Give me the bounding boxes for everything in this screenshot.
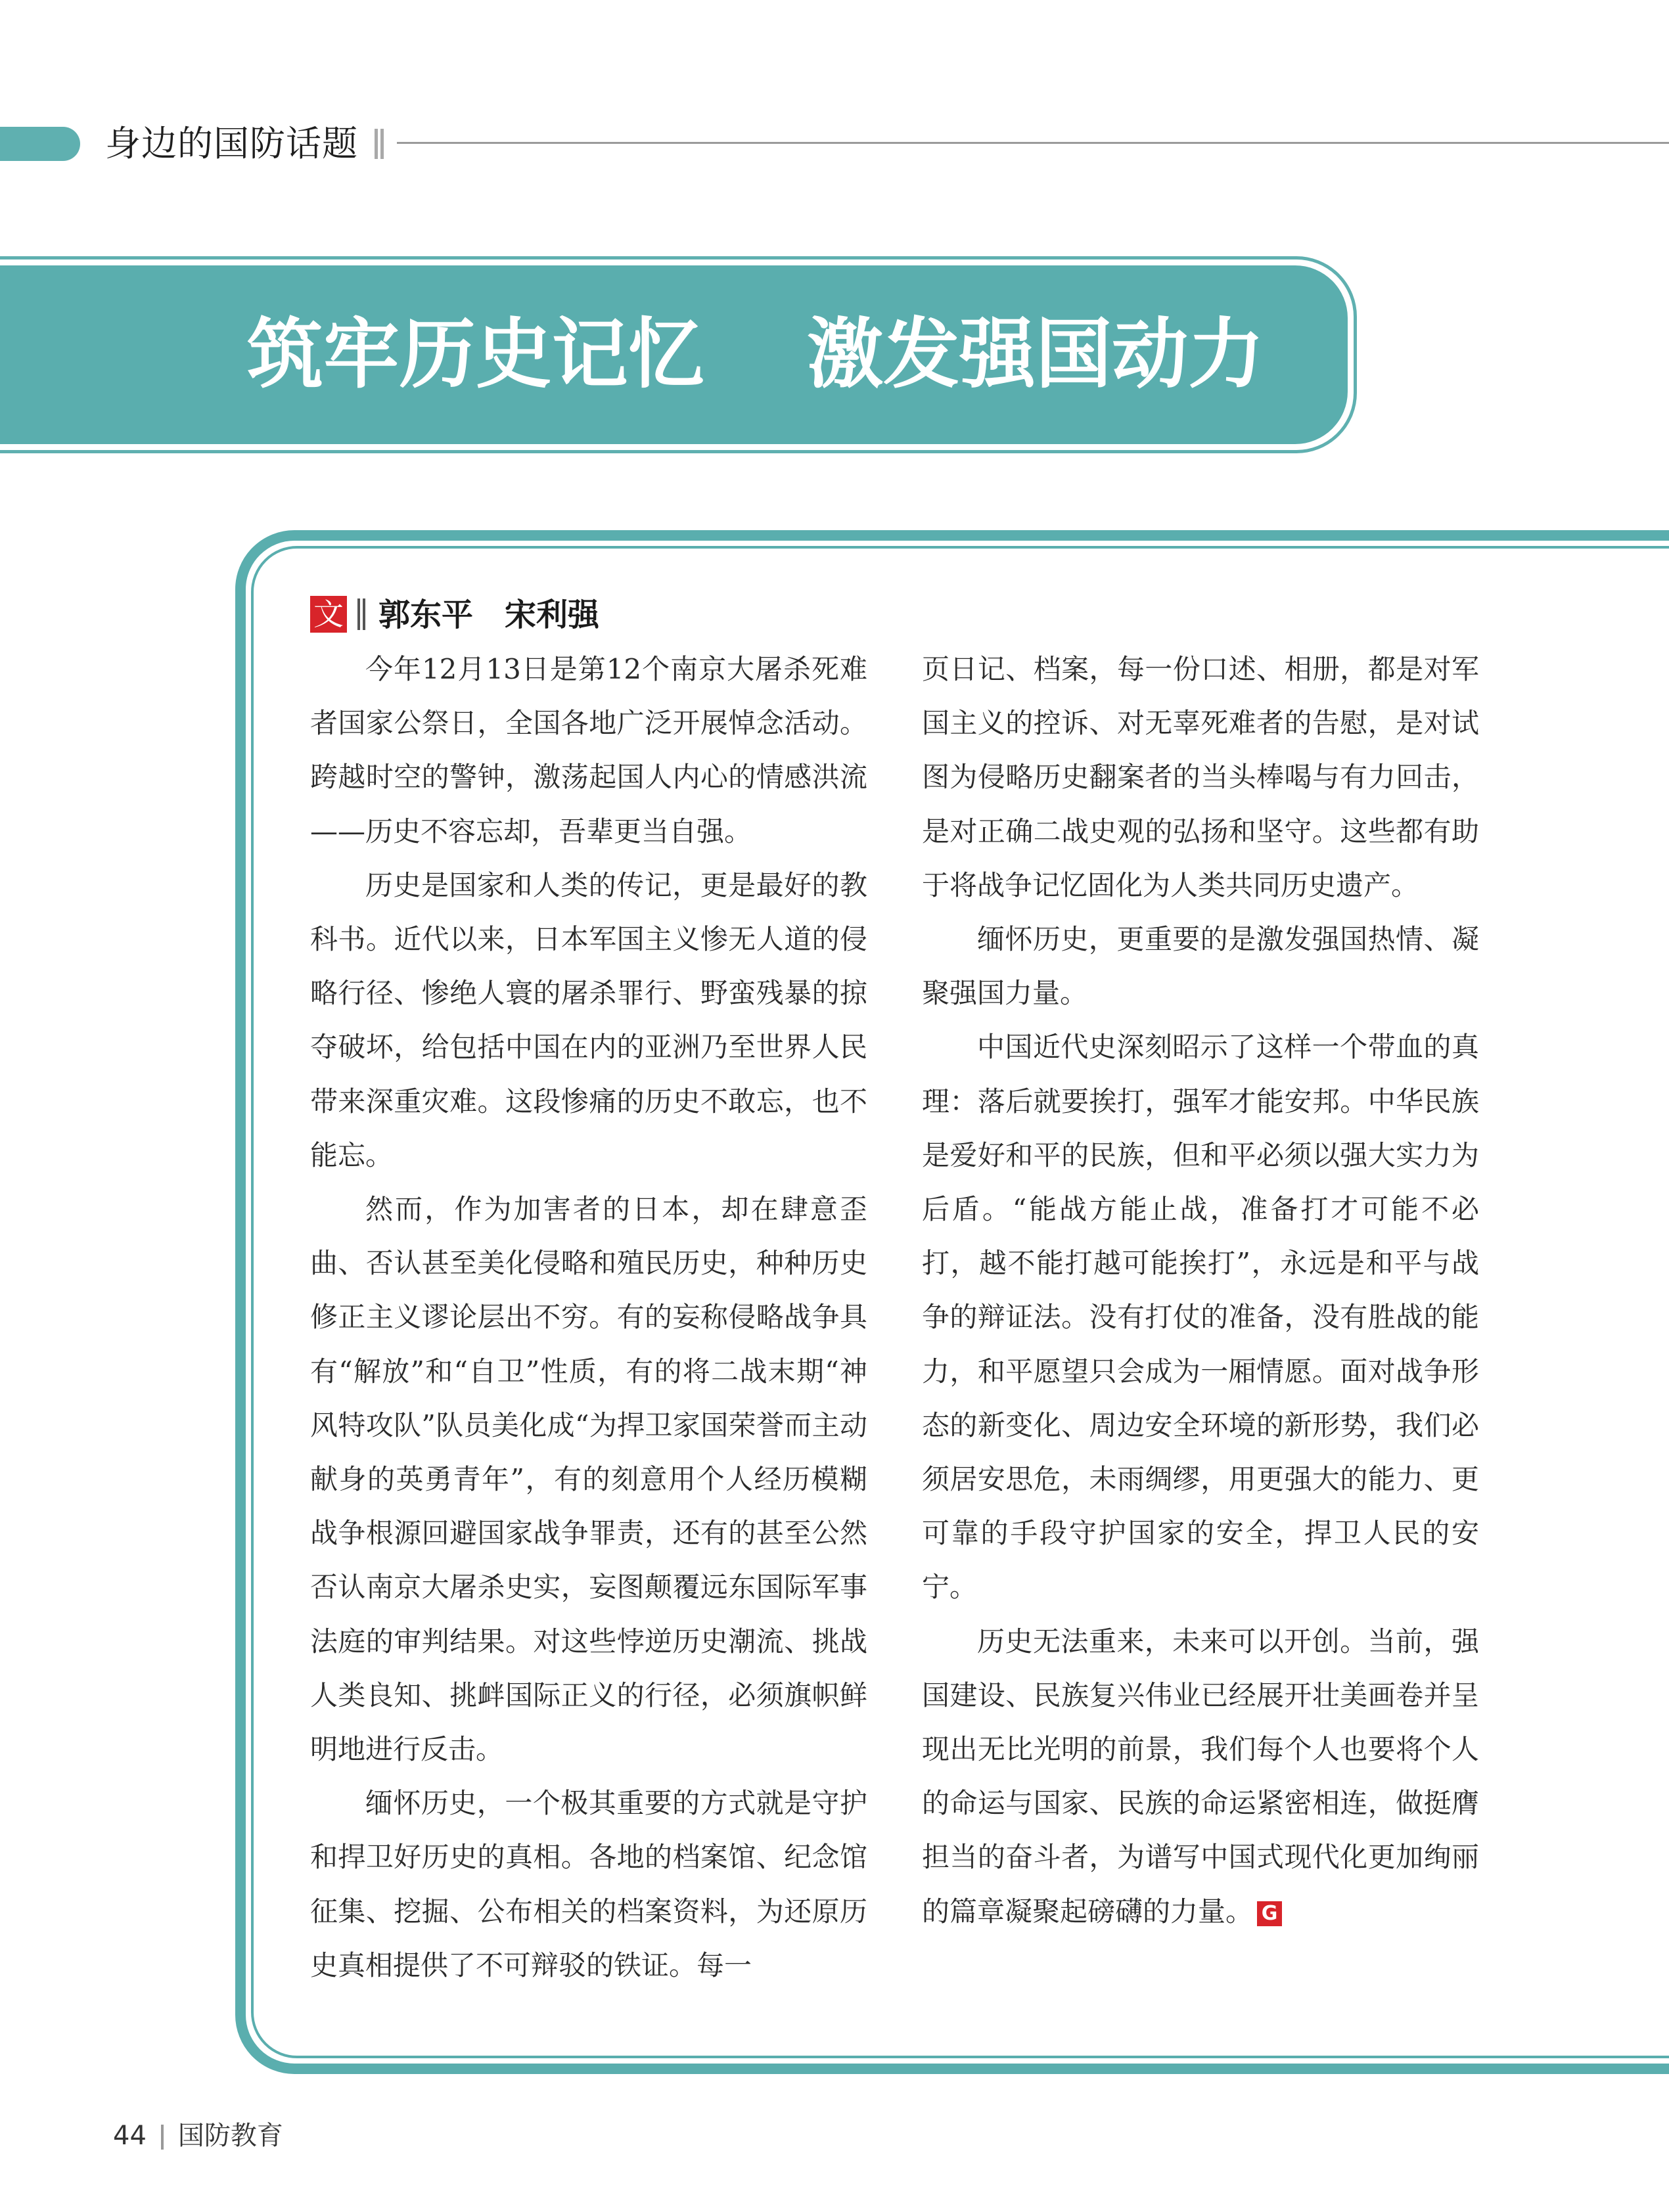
- end-mark-icon: G: [1257, 1901, 1282, 1926]
- paragraph: 中国近代史深刻昭示了这样一个带血的真理：落后就要挨打，强军才能安邦。中华民族是爱好和平的民族，但和平必须以强大实力为后盾。“能战方能止战，准备打才可能不必打，越不能打越可能挨打”，永远是和平与战争的辩证法。没有打仗的准备，没有胜战的能力，和平愿望只会成为一厢情愿。面对战争形态的新变化、周边安全环境的新形势，我们必须居安思危，未雨绸缪，用更强大的能力、更可靠的手段守护国家的安全，捍卫人民的安宁。: [922, 1031, 1479, 1604]
- paragraph: 然而，作为加害者的日本，却在肆意歪曲、否认甚至美化侵略和殖民历史，种种历史修正主义谬论层出不穷。有的妄称侵略战争具有“解放”和“自卫”性质，有的将二战末期“神风特攻队”队员美化成“为捍卫家国荣誉而主动献身的英勇青年”，有的刻意用个人经历模糊战争根源回避国家战争罪责，还有的甚至公然否认南京大屠杀史实，妄图颠覆远东国际军事法庭的审判结果。对这些悖逆历史潮流、挑战人类良知、挑衅国际正义的行径，必须旗帜鲜明地进行反击。: [310, 1193, 867, 1766]
- paragraph-text: 历史无法重来，未来可以开创。当前，强国建设、民族复兴伟业已经展开壮美画卷并呈现出无比光明的前景，我们每个人也要将个人的命运与国家、民族的命运紧密相连，做挺膺担当的奋斗者，为谱写中国式现代化更加绚丽的篇章凝聚起磅礴的力量。: [922, 1625, 1479, 1928]
- byline-label: 文: [310, 596, 347, 633]
- title-banner: [0, 265, 1348, 444]
- page-footer: [113, 2117, 283, 2154]
- paragraph: 今年12月13日是第12个南京大屠杀死难者国家公祭日，全国各地广泛开展悼念活动。跨越时空的警钟，激荡起国人内心的情感洪流——历史不容忘却，吾辈更当自强。: [310, 653, 867, 847]
- header-rule: [397, 142, 1669, 144]
- paragraph: 历史是国家和人类的传记，更是最好的教科书。近代以来，日本军国主义惨无人道的侵略行径、惨绝人寰的屠杀罪行、野蛮残暴的掠夺破坏，给包括中国在内的亚洲乃至世界人民带来深重灾难。这段惨痛的历史不敢忘，也不能忘。: [310, 869, 867, 1171]
- article-column-2: [922, 643, 1479, 1939]
- magazine-name: 国防教育: [177, 2121, 283, 2151]
- article-title-part1: 筑牢历史记忆: [246, 310, 704, 399]
- section-title: 身边的国防话题: [105, 123, 358, 164]
- last-paragraph: [922, 1615, 1479, 1939]
- paragraph: 缅怀历史，更重要的是激发强国热情、凝聚强国力量。: [922, 923, 1479, 1010]
- section-tab-marker: [0, 127, 80, 161]
- article-column-1: [310, 643, 867, 1993]
- section-divider-bars: [375, 129, 384, 159]
- paragraph: 页日记、档案，每一份口述、相册，都是对军国主义的控诉、对无辜死难者的告慰，是对试图为侵略历史翻案者的当头棒喝与有力回击，是对正确二战史观的弘扬和坚守。这些都有助于将战争记忆固化为人类共同历史遗产。: [922, 653, 1479, 901]
- authors: 郭东平 宋利强: [378, 597, 600, 633]
- paragraph: 缅怀历史，一个极其重要的方式就是守护和捍卫好历史的真相。各地的档案馆、纪念馆征集、挖掘、公布相关的档案资料，为还原历史真相提供了不可辩驳的铁证。每一: [310, 1787, 867, 1981]
- page-number: 44: [113, 2121, 147, 2151]
- byline-divider: [357, 598, 367, 630]
- footer-divider: [161, 2125, 164, 2150]
- article-title: [0, 265, 1564, 444]
- article-title-part2: 激发强国动力: [807, 310, 1265, 399]
